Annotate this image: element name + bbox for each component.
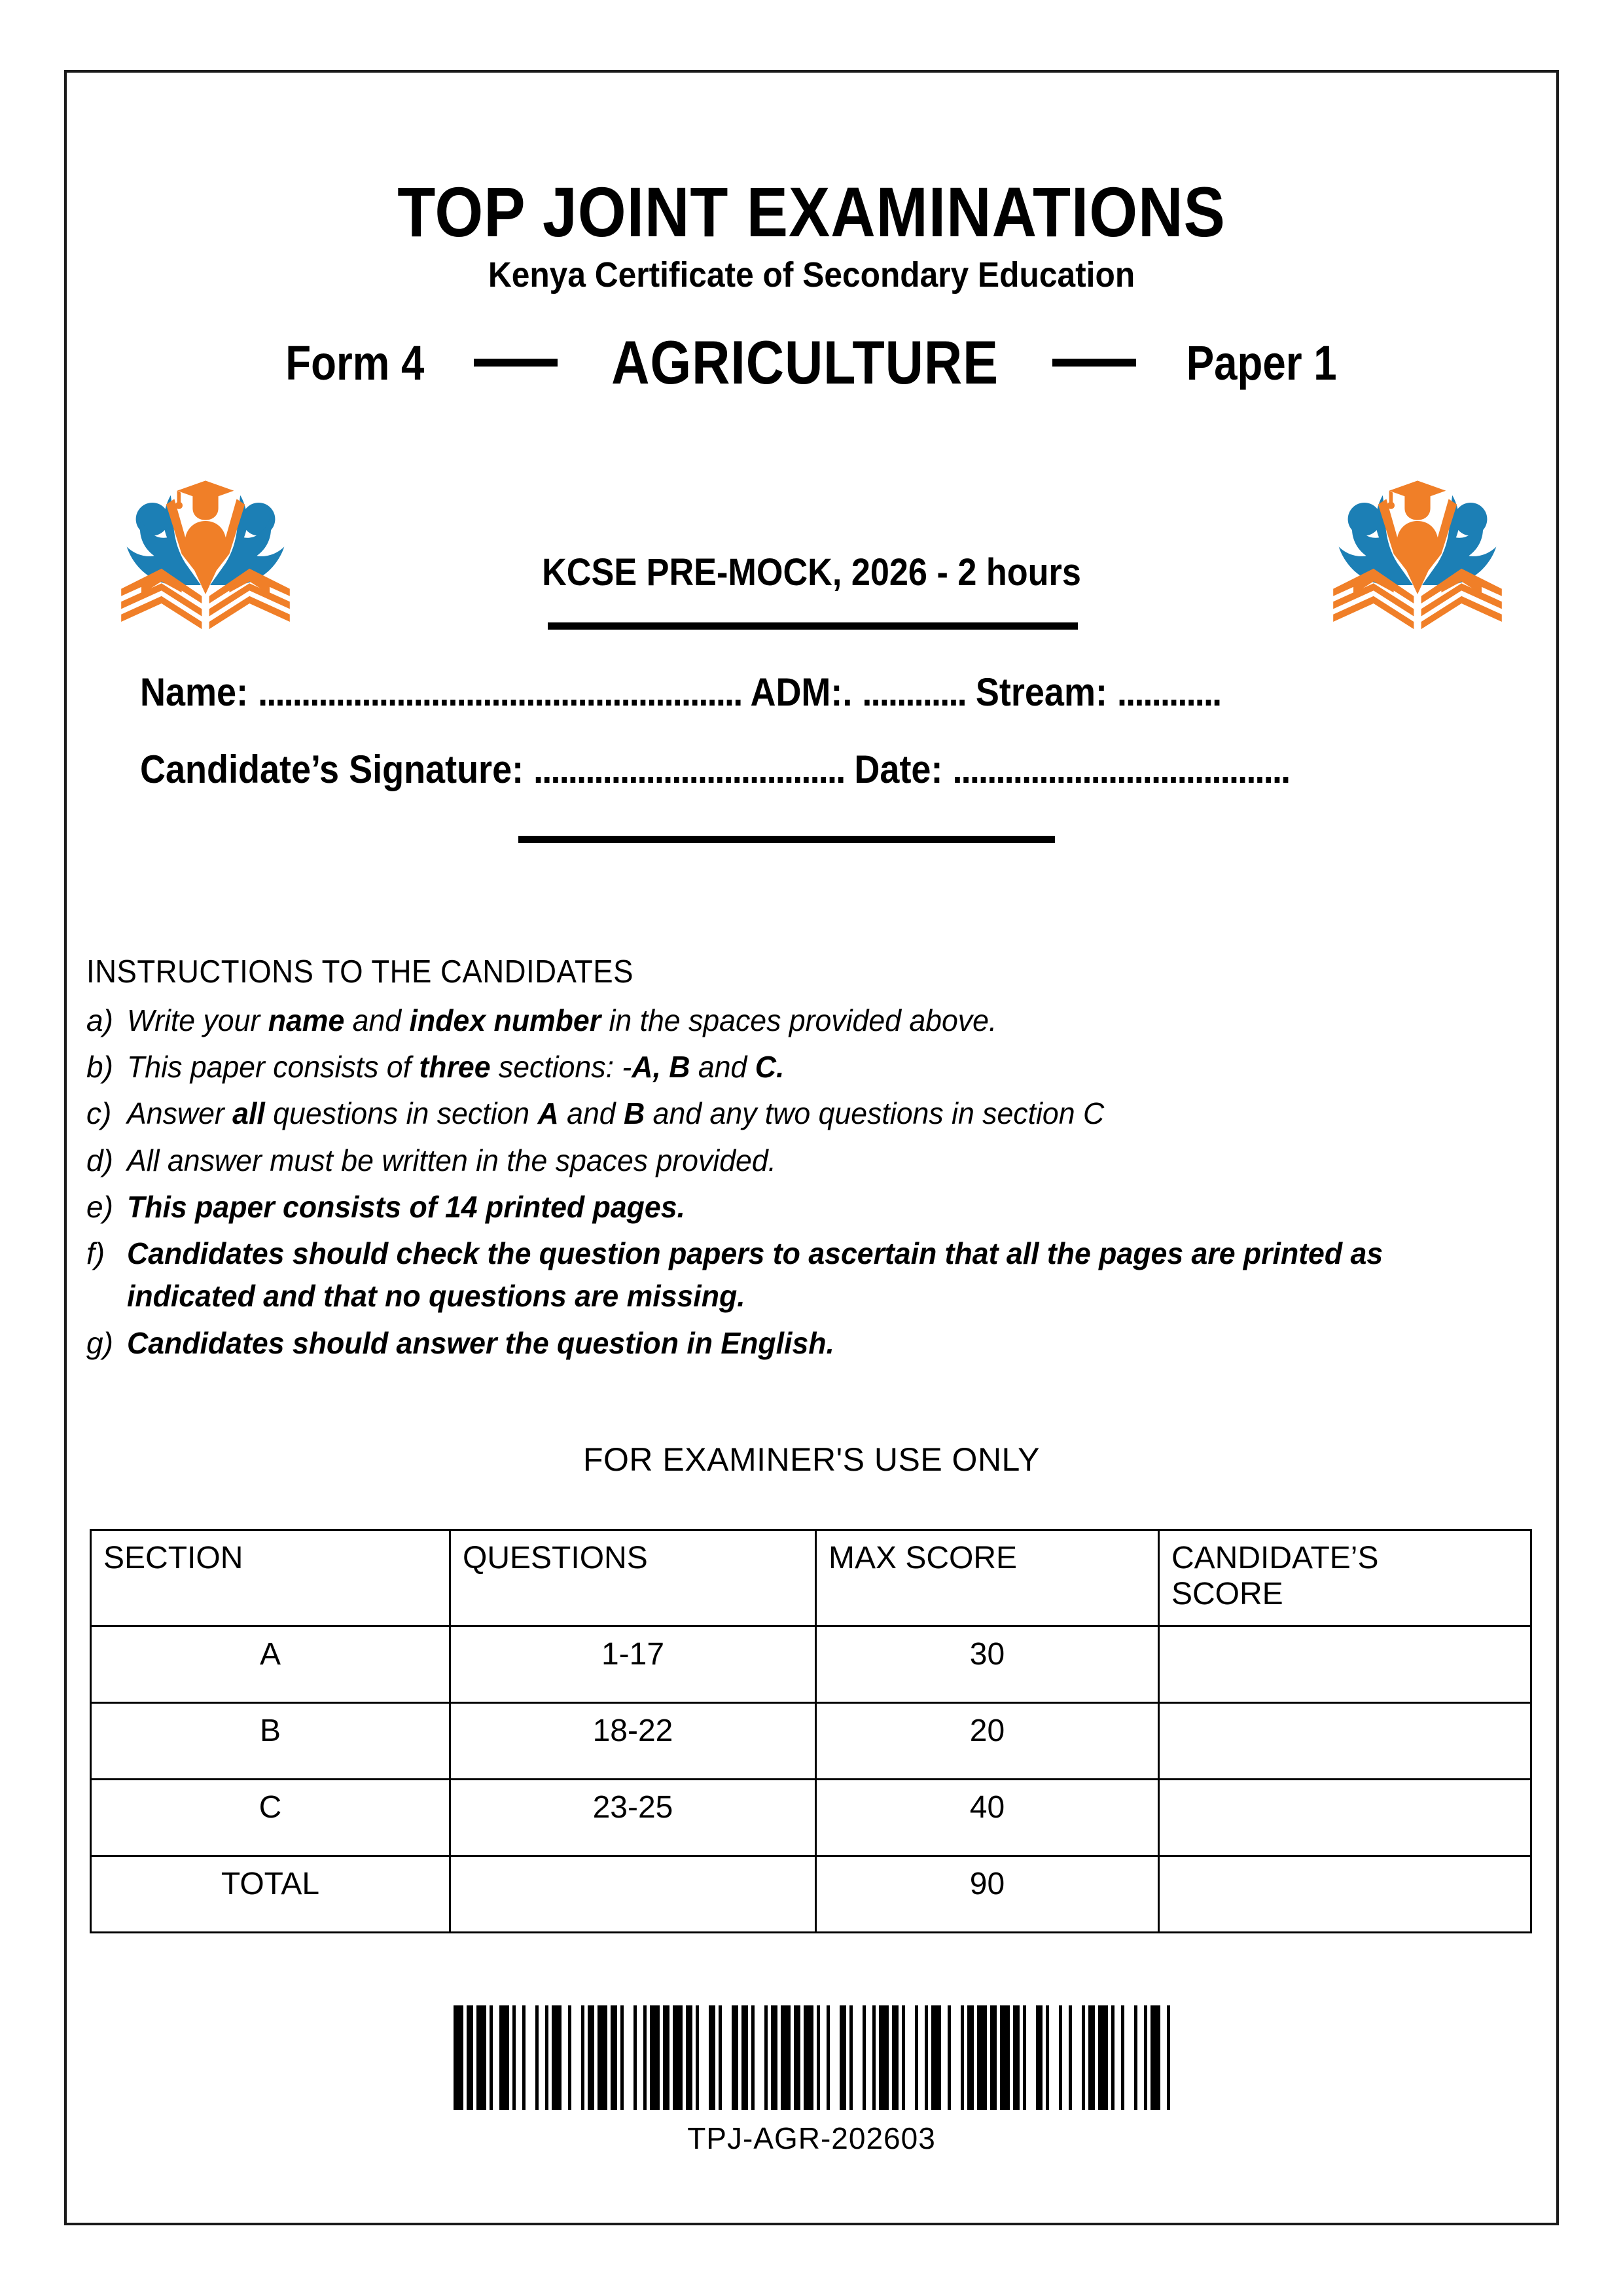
column-header-candidate-score bbox=[1159, 1530, 1531, 1626]
instruction-marker: b) bbox=[86, 1049, 113, 1084]
column-header-questions: QUESTIONS bbox=[450, 1530, 816, 1626]
instructions-heading: INSTRUCTIONS TO THE CANDIDATES bbox=[86, 954, 633, 990]
instruction-text: Candidates should check the question papers to ascertain that all the pages are printed as indicated and that no questions are missing. bbox=[127, 1236, 1383, 1314]
paper-label: Paper 1 bbox=[1186, 335, 1337, 390]
instruction-text: Answer all questions in section A and B and any two questions in section C bbox=[127, 1096, 1105, 1131]
instruction-item bbox=[86, 1092, 1539, 1135]
instruction-item bbox=[86, 1322, 1539, 1365]
instruction-text: Write your name and index number in the spaces provided above. bbox=[127, 1003, 997, 1037]
candidate-identity-line bbox=[140, 670, 1353, 715]
instruction-item bbox=[86, 1046, 1539, 1088]
barcode-label: TPJ-AGR-202603 bbox=[687, 2121, 936, 2155]
section-cell: A bbox=[91, 1626, 450, 1703]
form-label: Form 4 bbox=[285, 335, 425, 390]
adm-label: ADM:. bbox=[750, 670, 853, 714]
table-row bbox=[91, 1626, 1531, 1703]
instruction-marker: g) bbox=[86, 1325, 113, 1360]
instruction-marker: f) bbox=[86, 1236, 105, 1271]
instruction-item bbox=[86, 1186, 1539, 1229]
candidate-score-cell[interactable] bbox=[1159, 1856, 1531, 1933]
instruction-item bbox=[86, 1232, 1539, 1318]
max-score-cell: 20 bbox=[816, 1703, 1159, 1780]
candidate-score-line-2: SCORE bbox=[1171, 1577, 1283, 1611]
max-score-cell: 30 bbox=[816, 1626, 1159, 1703]
table-row bbox=[91, 1780, 1531, 1856]
instructions-block bbox=[86, 950, 1539, 1369]
table-row bbox=[91, 1703, 1531, 1780]
candidate-score-cell[interactable] bbox=[1159, 1626, 1531, 1703]
instruction-item bbox=[86, 999, 1539, 1042]
questions-cell: 18-22 bbox=[450, 1703, 816, 1780]
candidate-score-line-1: CANDIDATE’S bbox=[1171, 1541, 1379, 1575]
column-header-section: SECTION bbox=[91, 1530, 450, 1626]
name-label: Name: bbox=[140, 670, 249, 714]
stream-label: Stream: bbox=[975, 670, 1107, 714]
examiner-score-table bbox=[90, 1529, 1532, 1933]
stream-input-dots[interactable]: ............ bbox=[1116, 670, 1221, 714]
instruction-marker: e) bbox=[86, 1189, 113, 1224]
right-dash-rule bbox=[1052, 359, 1136, 367]
exam-body-title: TOP JOINT EXAMINATIONS bbox=[397, 172, 1226, 251]
date-label: Date: bbox=[854, 747, 943, 791]
divider-rule-top bbox=[548, 622, 1078, 630]
exam-logo-left bbox=[114, 446, 297, 642]
name-input-dots[interactable]: ........................................................ bbox=[258, 670, 742, 714]
instruction-text: This paper consists of 14 printed pages. bbox=[127, 1189, 685, 1224]
left-dash-rule bbox=[474, 359, 558, 367]
exam-logo-right bbox=[1326, 446, 1509, 642]
barcode-block bbox=[67, 1997, 1556, 2156]
certificate-subtitle: Kenya Certificate of Secondary Education bbox=[488, 255, 1135, 295]
adm-input-dots[interactable]: ............ bbox=[862, 670, 966, 714]
divider-rule-bottom bbox=[518, 836, 1055, 843]
exam-session-line: KCSE PRE-MOCK, 2026 - 2 hours bbox=[542, 551, 1081, 594]
section-cell: TOTAL bbox=[91, 1856, 450, 1933]
max-score-cell: 40 bbox=[816, 1780, 1159, 1856]
section-cell: C bbox=[91, 1780, 450, 1856]
signature-label: Candidate’s Signature: bbox=[140, 747, 524, 791]
instructions-list bbox=[86, 999, 1539, 1365]
barcode-image bbox=[454, 2005, 1170, 2110]
instruction-text: Candidates should answer the question in English. bbox=[127, 1325, 834, 1360]
section-cell: B bbox=[91, 1703, 450, 1780]
column-header-max-score: MAX SCORE bbox=[816, 1530, 1159, 1626]
instruction-text: This paper consists of three sections: -A, B and C. bbox=[127, 1049, 785, 1084]
candidate-signature-line bbox=[140, 747, 1353, 792]
instruction-marker: a) bbox=[86, 1003, 113, 1037]
candidate-score-cell[interactable] bbox=[1159, 1703, 1531, 1780]
questions-cell: 23-25 bbox=[450, 1780, 816, 1856]
subject-title: AGRICULTURE bbox=[611, 328, 999, 397]
candidate-score-cell[interactable] bbox=[1159, 1780, 1531, 1856]
table-header-row bbox=[91, 1530, 1531, 1626]
date-input-dots[interactable]: ....................................... bbox=[952, 747, 1290, 791]
instruction-marker: c) bbox=[86, 1096, 112, 1131]
instruction-text: All answer must be written in the spaces provided. bbox=[127, 1143, 777, 1177]
instruction-item bbox=[86, 1139, 1539, 1182]
examiner-use-heading: FOR EXAMINER'S USE ONLY bbox=[582, 1441, 1041, 1478]
questions-cell: 1-17 bbox=[450, 1626, 816, 1703]
signature-input-dots[interactable]: .................................... bbox=[533, 747, 845, 791]
subject-row bbox=[67, 320, 1556, 405]
exam-paper-page bbox=[64, 70, 1559, 2225]
table-row bbox=[91, 1856, 1531, 1933]
questions-cell bbox=[450, 1856, 816, 1933]
max-score-cell: 90 bbox=[816, 1856, 1159, 1933]
instruction-marker: d) bbox=[86, 1143, 113, 1177]
